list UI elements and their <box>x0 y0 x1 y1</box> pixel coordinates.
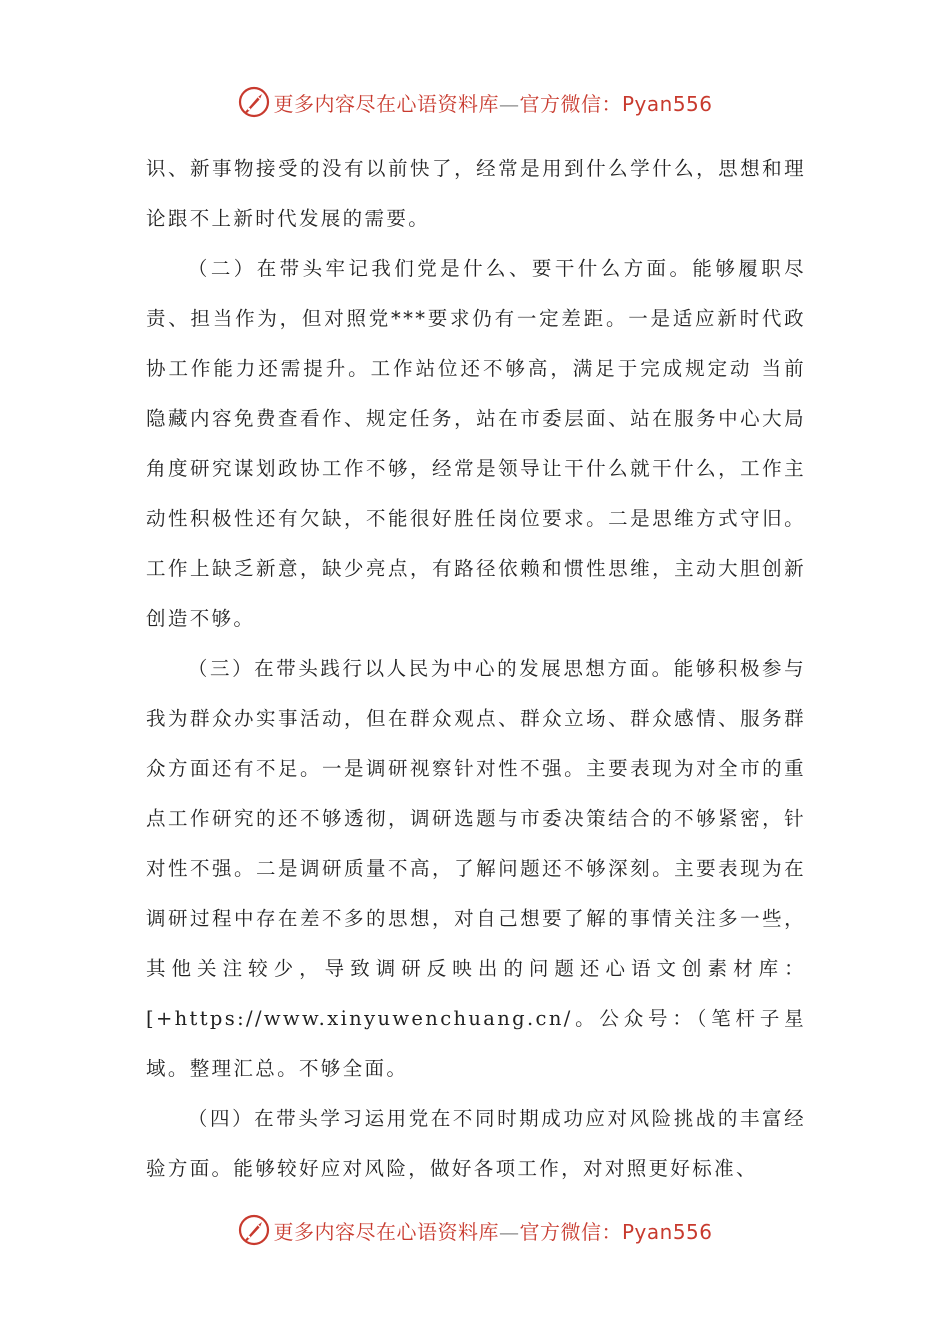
banner-dash: — <box>498 1219 520 1244</box>
banner-text <box>273 88 712 117</box>
pen-nib-logo-icon <box>237 1213 271 1247</box>
banner-wechat-label: 官方微信： <box>519 91 622 116</box>
paragraph-continuation: 识、新事物接受的没有以前快了，经常是用到什么学什么，思想和理论跟不上新时代发展的需要。 <box>146 157 806 230</box>
header-banner <box>0 82 950 122</box>
banner-text <box>273 1216 712 1245</box>
banner-dash: — <box>498 91 520 116</box>
banner-title: 更多内容尽在心语资料库 <box>273 1219 499 1244</box>
pen-nib-logo-icon <box>237 85 271 119</box>
document-body <box>146 144 806 1194</box>
banner-title: 更多内容尽在心语资料库 <box>273 91 499 116</box>
paragraph-section-4: （四）在带头学习运用党在不同时期成功应对风险挑战的丰富经验方面。能够较好应对风险，做好各项工作，对对照更好标准、 <box>146 1107 806 1180</box>
banner-wechat-id: Pyan556 <box>621 91 713 116</box>
footer-banner <box>0 1210 950 1250</box>
paragraph-section-2: （二）在带头牢记我们党是什么、要干什么方面。能够履职尽责、担当作为，但对照党***要求仍有一定差距。一是适应新时代政协工作能力还需提升。工作站位还不够高，满足于完成规定动 当前隐藏内容免费查看作、规定任务，站在市委层面、站在服务中心大局角度研究谋划政协工作不够，经常是领导让干什么就干什么，工作主动性积极性还有欠缺，不能很好胜任岗位要求。二是思维方式守旧。工作上缺乏新意，缺少亮点，有路径依赖和惯性思维，主动大胆创新创造不够。 <box>146 257 806 630</box>
paragraph-section-3: （三）在带头践行以人民为中心的发展思想方面。能够积极参与我为群众办实事活动，但在群众观点、群众立场、群众感情、服务群众方面还有不足。一是调研视察针对性不强。主要表现为对全市的重点工作研究的还不够透彻，调研选题与市委决策结合的不够紧密，针对性不强。二是调研质量不高，了解问题还不够深刻。主要表现为在调研过程中存在差不多的思想，对自己想要了解的事情关注多一些，其他关注较少，导致调研反映出的问题还心语文创素材库：[+https://www.xinyuwenchuang.cn/。公众号：（笔杆子星域。整理汇总。不够全面。 <box>146 657 806 1080</box>
banner-wechat-id: Pyan556 <box>621 1219 713 1244</box>
banner-wechat-label: 官方微信： <box>519 1219 622 1244</box>
